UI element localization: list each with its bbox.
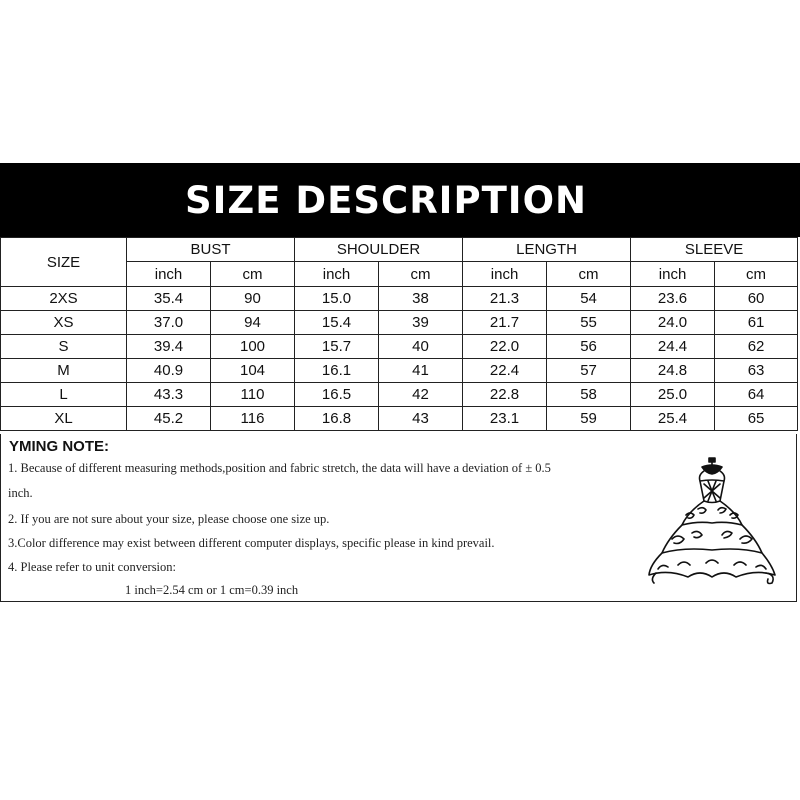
value-cell: 60 [715,287,798,311]
value-cell: 116 [211,407,295,431]
table-row [1,311,798,335]
value-cell: 21.7 [463,311,547,335]
value-cell: 54 [547,287,631,311]
value-cell: 45.2 [127,407,211,431]
note-line-1-continued: inch. [8,486,33,500]
value-cell: 55 [547,311,631,335]
value-cell: 57 [547,359,631,383]
unit-header-inch: inch [295,262,379,287]
value-cell: 37.0 [127,311,211,335]
value-cell: 58 [547,383,631,407]
value-cell: 110 [211,383,295,407]
unit-header-inch: inch [463,262,547,287]
notes-title: YMING NOTE: [9,438,109,455]
note-line-4: 4. Please refer to unit conversion: [8,560,177,574]
value-cell: 22.0 [463,335,547,359]
value-cell: 100 [211,335,295,359]
value-cell: 15.4 [295,311,379,335]
value-cell: 23.1 [463,407,547,431]
bust-header: BUST [127,238,295,262]
value-cell: 40 [379,335,463,359]
value-cell: 62 [715,335,798,359]
value-cell: 38 [379,287,463,311]
length-header: LENGTH [463,238,631,262]
value-cell: 23.6 [631,287,715,311]
value-cell: 25.4 [631,407,715,431]
value-cell: 16.8 [295,407,379,431]
title-banner [0,163,800,237]
note-line-3: 3.Color difference may exist between different computer displays, specific please in kind prevail. [8,536,495,550]
value-cell: 25.0 [631,383,715,407]
value-cell: 41 [379,359,463,383]
value-cell: 64 [715,383,798,407]
size-column-header: SIZE [1,238,127,287]
size-cell: 2XS [1,287,127,311]
sleeve-header: SLEEVE [631,238,798,262]
unit-header-cm: cm [211,262,295,287]
size-table [0,237,798,431]
size-cell: XS [1,311,127,335]
value-cell: 59 [547,407,631,431]
value-cell: 94 [211,311,295,335]
table-header-row [1,238,798,262]
size-cell: M [1,359,127,383]
shoulder-header: SHOULDER [295,238,463,262]
table-row [1,383,798,407]
unit-header-cm: cm [379,262,463,287]
value-cell: 24.0 [631,311,715,335]
value-cell: 22.4 [463,359,547,383]
dress-icon [648,457,778,587]
value-cell: 90 [211,287,295,311]
value-cell: 15.7 [295,335,379,359]
unit-conversion-line: 1 inch=2.54 cm or 1 cm=0.39 inch [125,583,299,597]
unit-header-cm: cm [547,262,631,287]
value-cell: 43.3 [127,383,211,407]
value-cell: 56 [547,335,631,359]
table-row [1,335,798,359]
value-cell: 39.4 [127,335,211,359]
value-cell: 40.9 [127,359,211,383]
value-cell: 43 [379,407,463,431]
page-title: SIZE DESCRIPTION [185,178,587,222]
table-row [1,287,798,311]
unit-header-inch: inch [127,262,211,287]
value-cell: 35.4 [127,287,211,311]
note-line-1: 1. Because of different measuring methods,position and fabric stretch, the data will have a deviation of ± 0.5 [8,461,551,475]
table-row [1,359,798,383]
value-cell: 16.1 [295,359,379,383]
value-cell: 22.8 [463,383,547,407]
value-cell: 63 [715,359,798,383]
value-cell: 16.5 [295,383,379,407]
unit-header-cm: cm [715,262,798,287]
size-cell: S [1,335,127,359]
value-cell: 39 [379,311,463,335]
value-cell: 24.8 [631,359,715,383]
table-row [1,407,798,431]
unit-header-inch: inch [631,262,715,287]
size-cell: L [1,383,127,407]
value-cell: 61 [715,311,798,335]
value-cell: 42 [379,383,463,407]
size-cell: XL [1,407,127,431]
value-cell: 21.3 [463,287,547,311]
value-cell: 24.4 [631,335,715,359]
value-cell: 15.0 [295,287,379,311]
value-cell: 65 [715,407,798,431]
value-cell: 104 [211,359,295,383]
note-line-2: 2. If you are not sure about your size, please choose one size up. [8,512,330,526]
